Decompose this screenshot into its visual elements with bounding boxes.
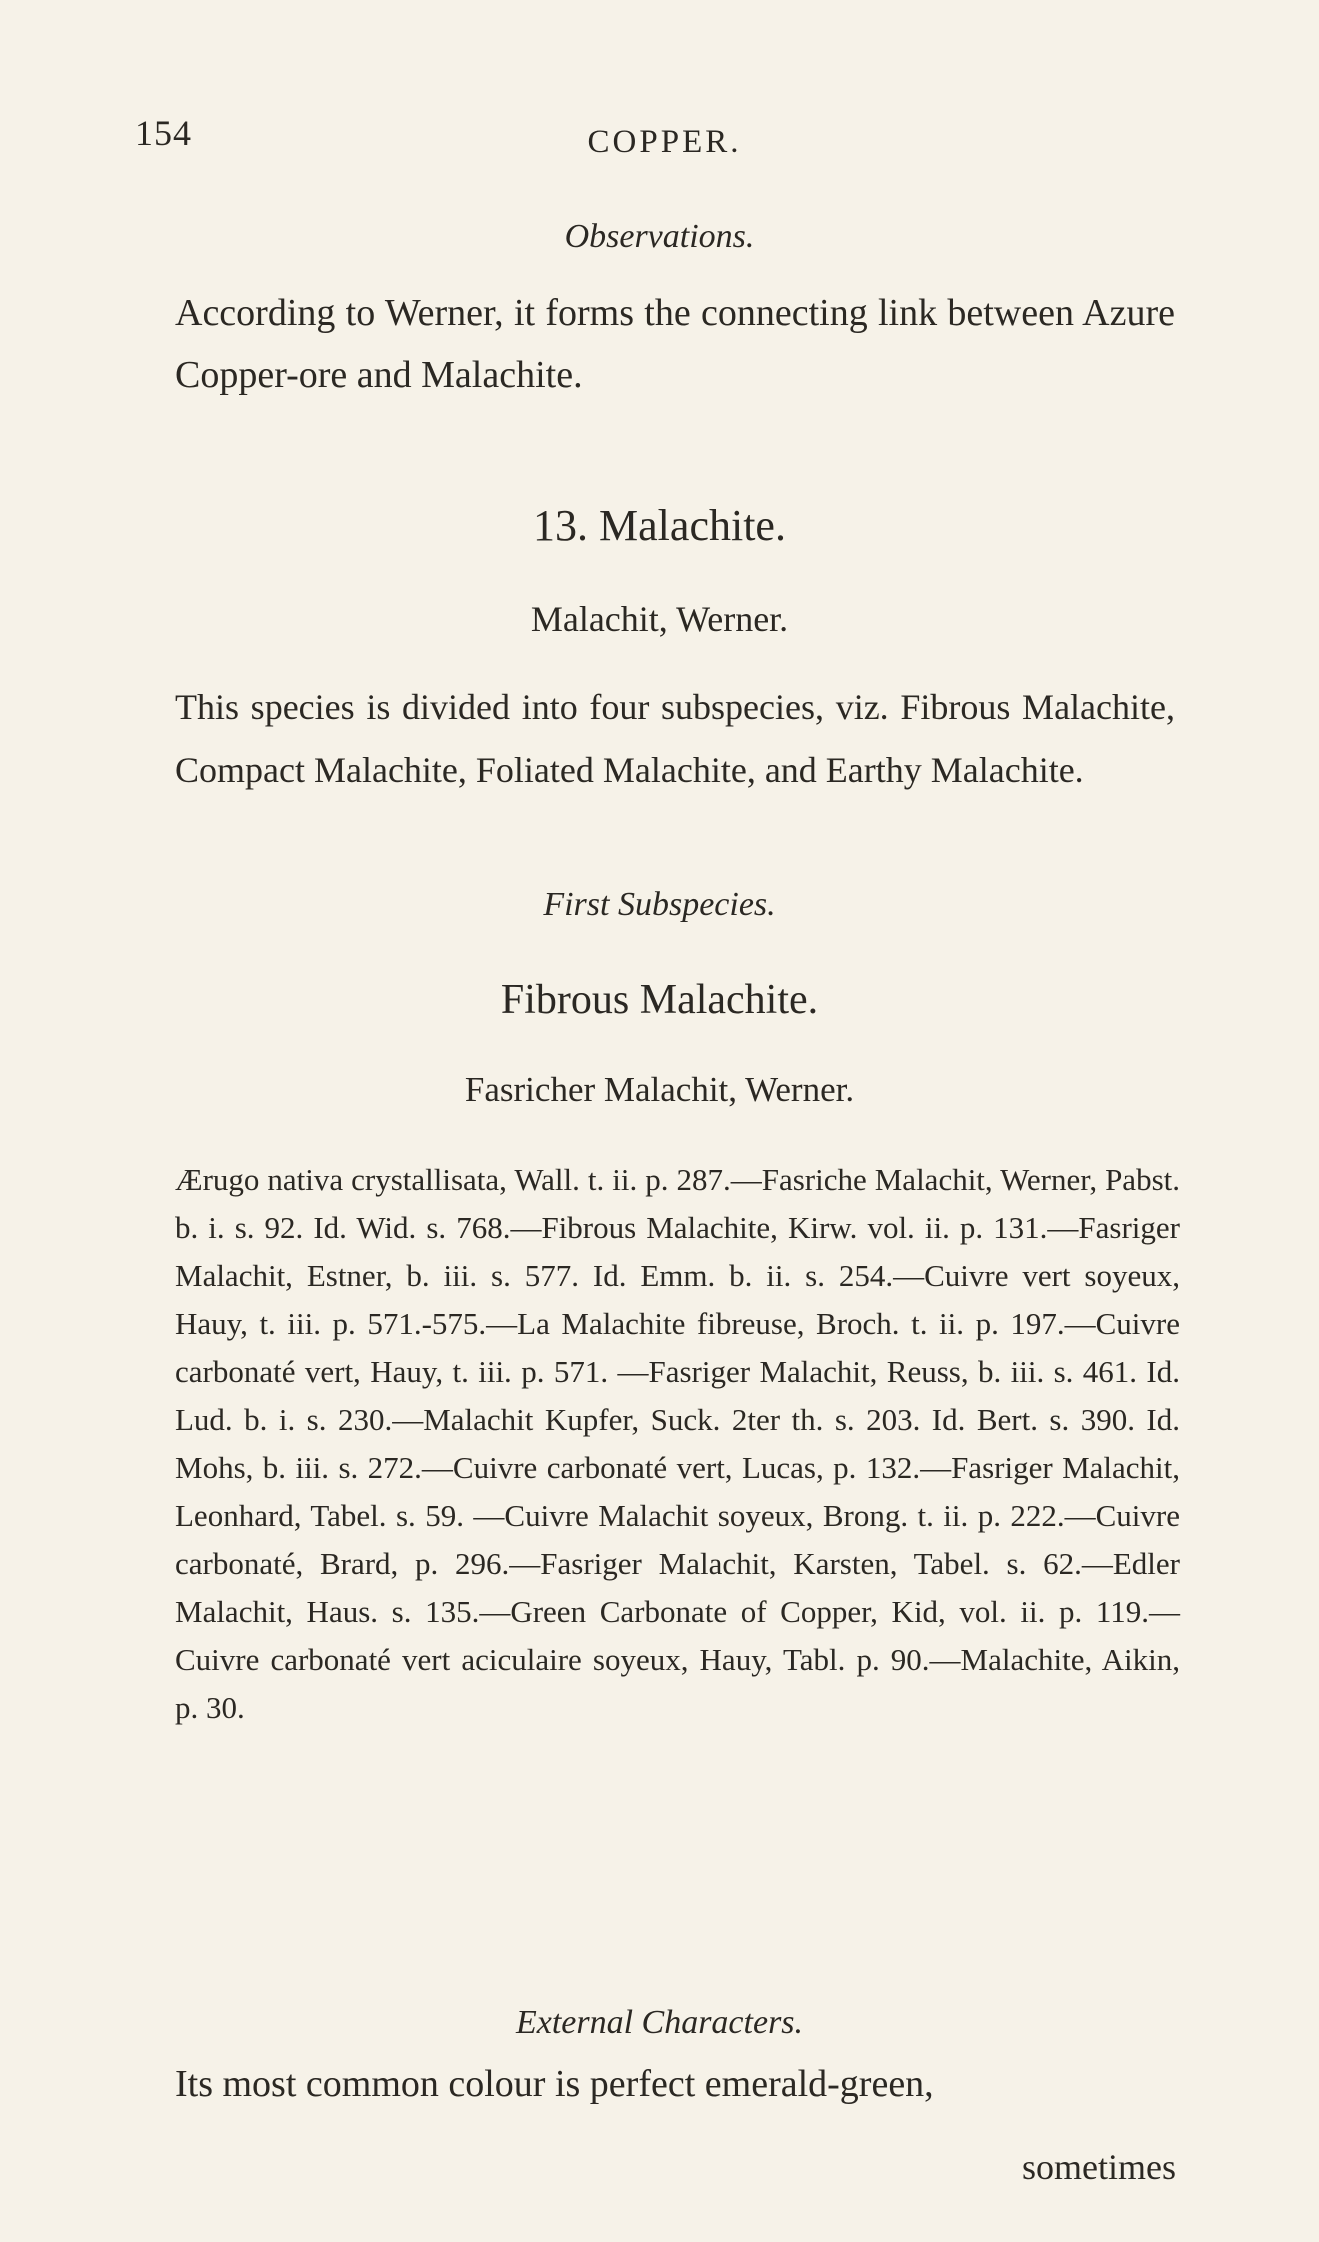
observations-paragraph: According to Werner, it forms the connecting link between Azure Copper-ore and Malachite. (175, 292, 1175, 396)
species-synonym: Malachit, Werner. (530, 599, 789, 639)
synonymy-paragraph: Ærugo nativa crystallisata, Wall. t. ii. p. 287.—Fasriche Malachit, Werner, Pabst. b. i. s. 92. Id. Wid. s. 768.—Fibrous Malachite, Kirw. vol. ii. p. 131.—Fasriger Malachit, Estner, b. iii. s. 577. Id. Emm. b. ii. s. 254.—Cuivre vert soyeux, Hauy, t. iii. p. 571.-575.—La Malachite fibreuse, Broch. t. ii. p. 197.—Cuivre carbonaté vert, Hauy, t. iii. p. 571. —Fasriger Malachit, Reuss, b. iii. s. 461. Id. Lud. b. i. s. 230.—Malachit Kupfer, Suck. 2ter th. s. 203. Id. Bert. s. 390. Id. Mohs, b. iii. s. 272.—Cuivre carbonaté vert, Lucas, p. 132.—Fasriger Malachit, Leonhard, Tabel. s. 59. —Cuivre Malachit soyeux, Brong. t. ii. p. 222.—Cuivre carbonaté, Brard, p. 296.—Fasriger Malachit, Karsten, Tabel. s. 62.—Edler Malachit, Haus. s. 135.—Green Carbonate of Copper, Kid, vol. ii. p. 119.—Cuivre carbonaté vert aciculaire soyeux, Hauy, Tabl. p. 90.—Malachite, Aikin, p. 30. (175, 1162, 1180, 1725)
subspecies-synonym: Fasricher Malachit, Werner. (464, 1070, 855, 1109)
external-characters-paragraph: Its most common colour is perfect emerald-green, (175, 2063, 934, 2105)
species-title: 13. Malachite. (533, 501, 786, 550)
external-characters-heading: External Characters. (515, 2004, 804, 2041)
species-description: This species is divided into four subspecies, viz. Fibrous Malachite, Compact Malachite, Foliated Malachite, and Earthy Malachite. (175, 687, 1175, 790)
subspecies-title: Fibrous Malachite. (500, 977, 819, 1023)
running-head: COPPER. (587, 124, 742, 160)
catchword: sometimes (1022, 2147, 1176, 2187)
page-number: 154 (135, 113, 192, 153)
subspecies-label: First Subspecies. (543, 886, 776, 923)
observations-heading: Observations. (564, 218, 755, 255)
